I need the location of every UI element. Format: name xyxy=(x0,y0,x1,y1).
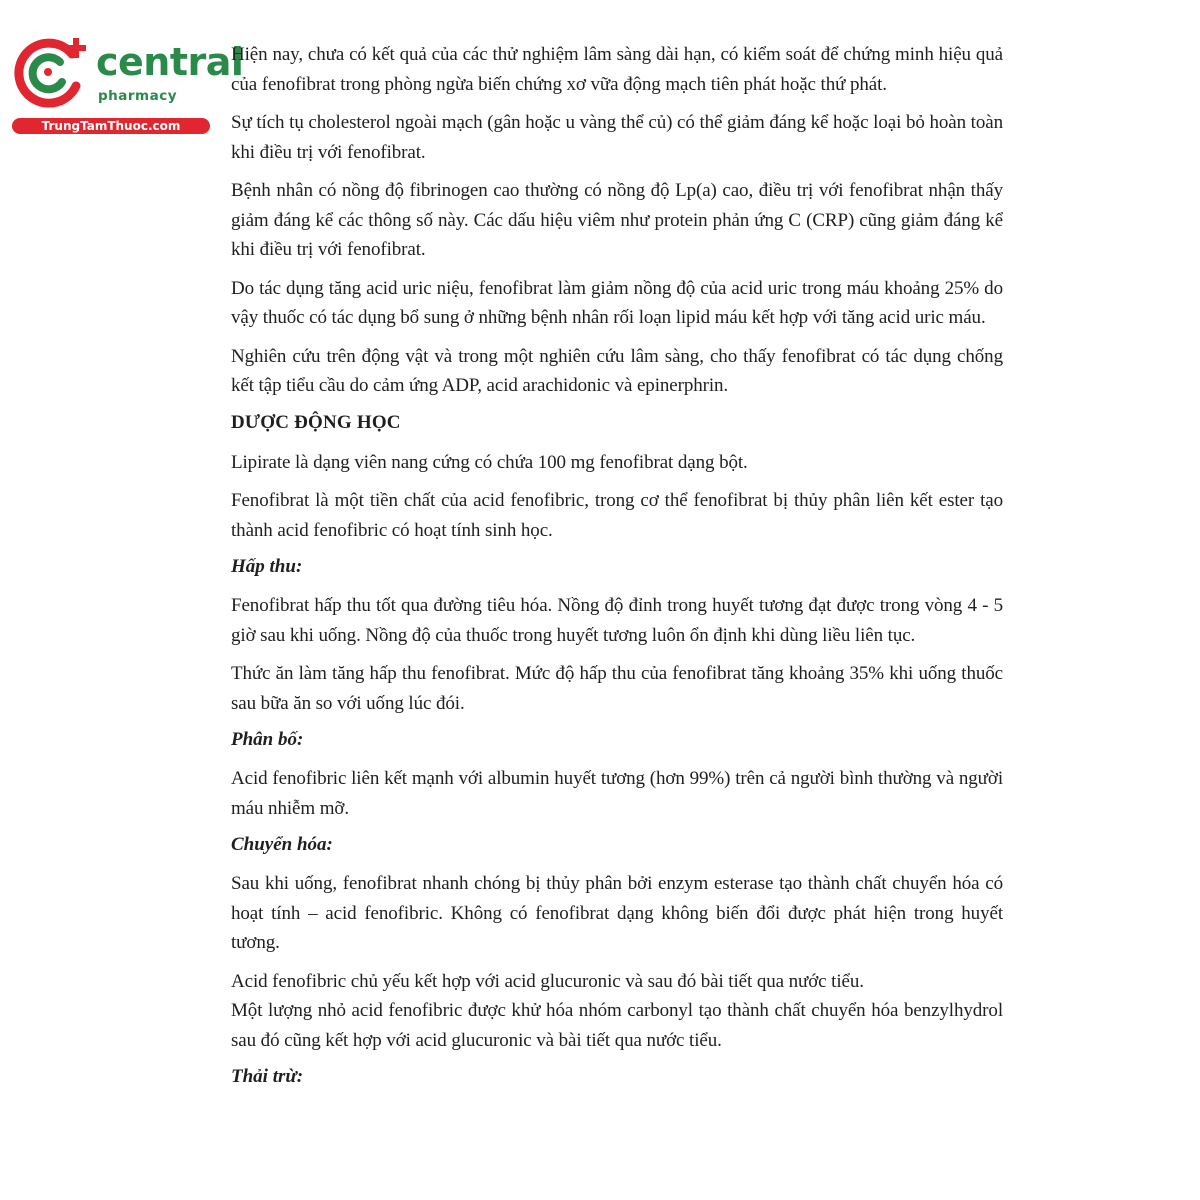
paragraph-13: Một lượng nhỏ acid fenofibric được khử hóa nhóm carbonyl tạo thành chất chuyển hóa benzylhydrol sau đó cũng kết hợp với acid glucuronic và bài tiết qua nước tiểu. xyxy=(231,1000,1003,1051)
paragraph-6: Lipirate là dạng viên nang cứng có chứa 100 mg fenofibrat dạng bột. xyxy=(231,451,748,473)
logo-brand: central xyxy=(96,40,244,84)
document-body xyxy=(231,40,1003,1101)
pharmacy-logo xyxy=(10,36,244,136)
paragraph-11: Sau khi uống, fenofibrat nhanh chóng bị thủy phân bởi enzym esterase tạo thành chất chuyển hóa có hoạt tính – acid fenofibric. Không có fenofibrat dạng không biến đổi được phát hiện trong huyết tương. xyxy=(231,873,1003,953)
subheading-distribution: Phân bố: xyxy=(231,729,304,750)
central-pharmacy-logo-icon xyxy=(10,36,92,108)
paragraph-1: Hiện nay, chưa có kết quả của các thử nghiệm lâm sàng dài hạn, có kiểm soát để chứng minh hiệu quả của fenofibrat trong phòng ngừa biến chứng xơ vữa động mạch tiên phát hoặc thứ phát. xyxy=(231,44,1003,95)
paragraph-7: Fenofibrat là một tiền chất của acid fenofibric, trong cơ thể fenofibrat bị thủy phân liên kết ester tạo thành acid fenofibric có hoạt tính sinh học. xyxy=(231,490,1003,541)
paragraph-8: Fenofibrat hấp thu tốt qua đường tiêu hóa. Nồng độ đỉnh trong huyết tương đạt được trong vòng 4 - 5 giờ sau khi uống. Nồng độ của thuốc trong huyết tương luôn ổn định khi dùng liều liên tục. xyxy=(231,595,1003,646)
paragraph-10: Acid fenofibric liên kết mạnh với albumin huyết tương (hơn 99%) trên cả người bình thường và người máu nhiễm mỡ. xyxy=(231,768,1003,819)
subheading-excretion: Thải trừ: xyxy=(231,1066,304,1087)
paragraph-5: Nghiên cứu trên động vật và trong một nghiên cứu lâm sàng, cho thấy fenofibrat có tác dụng chống kết tập tiểu cầu do cảm ứng ADP, acid arachidonic và epinerphrin. xyxy=(231,345,1003,396)
paragraph-9: Thức ăn làm tăng hấp thu fenofibrat. Mức độ hấp thu của fenofibrat tăng khoảng 35% khi uống thuốc sau bữa ăn so với uống lúc đói. xyxy=(231,663,1003,714)
subheading-metabolism: Chuyển hóa: xyxy=(231,834,333,855)
logo-site-badge: TrungTamThuoc.com xyxy=(12,118,210,134)
paragraph-2: Sự tích tụ cholesterol ngoài mạch (gân hoặc u vàng thể củ) có thể giảm đáng kể hoặc loại bỏ hoàn toàn khi điều trị với fenofibrat. xyxy=(231,112,1003,163)
logo-subtitle: pharmacy xyxy=(98,88,178,104)
subheading-absorption: Hấp thu: xyxy=(231,556,303,577)
paragraph-3: Bệnh nhân có nồng độ fibrinogen cao thường có nồng độ Lp(a) cao, điều trị với fenofibrat nhận thấy giảm đáng kể các thông số này. Các dấu hiệu viêm như protein phản ứng C (CRP) cũng giảm đáng kể khi điều trị với fenofibrat. xyxy=(231,180,1003,260)
paragraph-4: Do tác dụng tăng acid uric niệu, fenofibrat làm giảm nồng độ của acid uric trong máu khoảng 25% do vậy thuốc có tác dụng bổ sung ở những bệnh nhân rối loạn lipid máu kết hợp với tăng acid uric máu. xyxy=(231,277,1003,328)
section-heading-pharmacokinetics: DƯỢC ĐỘNG HỌC xyxy=(231,411,401,433)
paragraph-12: Acid fenofibric chủ yếu kết hợp với acid glucuronic và sau đó bài tiết qua nước tiểu. xyxy=(231,970,864,992)
